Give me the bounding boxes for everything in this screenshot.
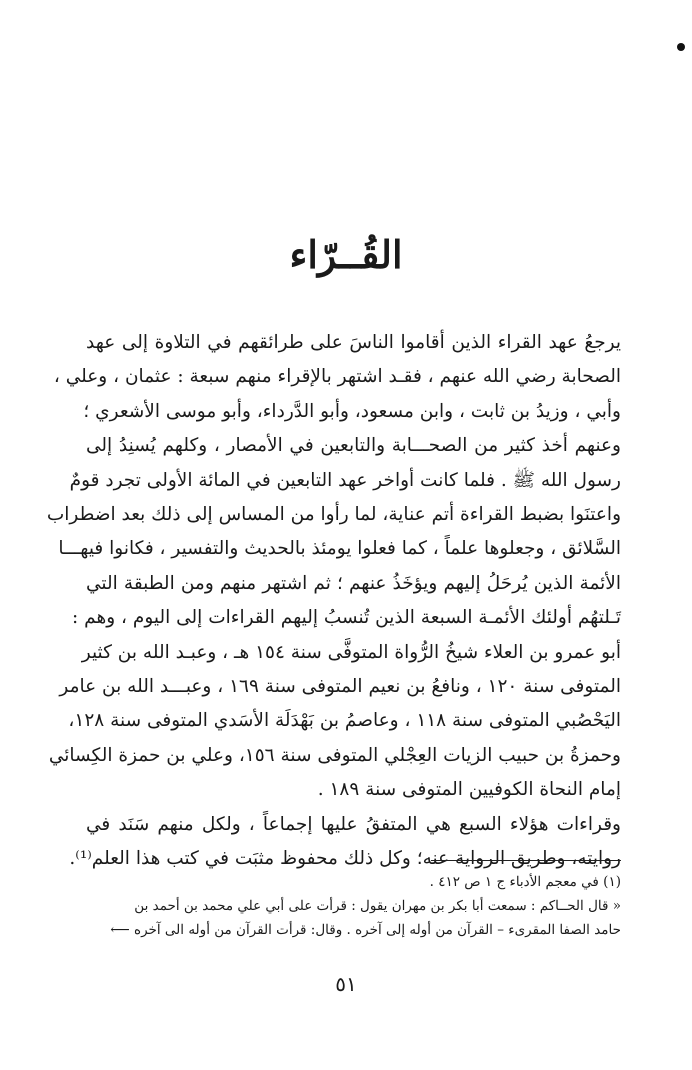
footnote-divider: [431, 860, 621, 861]
text-line: وحمزةُ بن حبيب الزيات العِجْلي المتوفى سنة ١٥٦، وعلي بن حمزة الكِسائي: [48, 744, 621, 766]
text-line: الصحابة رضي الله عنهم ، فقـد اشتهر بالإقراء منهم سبعة : عثمان ، وعلي ،: [53, 366, 621, 388]
text-line: إمام النحاة الكوفيين المتوفى سنة ١٨٩ .: [317, 779, 621, 801]
text-line: واعتنَوا بضبط القراءة أتم عناية، لما رأوا من المساس إلى ذلك بعد اضطراب: [46, 504, 621, 526]
footnote-line: « قال الحــاكم : سمعت أبا بكر بن مهران يقول : قرأت على أبي علي محمد بن أحمد بن: [134, 898, 621, 914]
body-text: [46, 326, 621, 877]
margin-dot: [677, 43, 685, 51]
text-line: السَّلائق ، وجعلوها علماً ، كما فعلوا يومئذ بالحديث والتفسير ، فكانوا فيهـــا: [58, 538, 621, 560]
text-line: وعنهم أخذ كثير من الصحـــابة والتابعين في الأمصار ، وكلهم يُسنِدُ إلى: [86, 435, 621, 457]
text-line: روايته، وطريق الرواية عنه؛ وكل ذلك محفوظ مثبَت في كتب هذا العلم⁽¹⁾.: [69, 848, 621, 870]
footnote-line: حامد الصفا المقرىء – القرآن من أوله إلى آخره . وقال: قرأت القرآن من أوله الى آخره ⟵: [110, 922, 621, 938]
text-line: يرجعُ عهد القراء الذين أقاموا الناسَ على طرائقهم في التلاوة إلى عهد: [86, 332, 621, 353]
page-number: ٥١: [335, 972, 357, 996]
footnotes: [86, 870, 621, 942]
text-line: رسول الله ﷺ . فلما كانت أواخر عهد التابعين في المائة الأولى تجرد قومٌ: [69, 469, 621, 491]
text-line: المتوفى سنة ١٢٠ ، ونافعُ بن نعيم المتوفى سنة ١٦٩ ، وعبـــد الله بن عامر: [59, 676, 621, 698]
text-line: الأئمة الذين يُرحَلُ إليهم ويؤخَذُ عنهم ؛ ثم اشتهر منهم ومن الطبقة التي: [86, 572, 621, 594]
text-line: تَـلتهُم أولئك الأئمـة السبعة الذين تُنسبُ إليهم القراءات إلى اليوم ، وهم :: [72, 607, 621, 629]
text-line: أبو عمرو بن العلاء شيخُ الرُّواة المتوفَّى سنة ١٥٤ هـ ، وعبـد الله بن كثير: [81, 641, 621, 663]
text-line: وأبي ، وزيدُ بن ثابت ، وابن مسعود، وأبو الدَّرداء، وأبو موسى الأشعري ؛: [83, 400, 621, 422]
footnote-line: (١) في معجم الأدباء ج ١ ص ٤١٢ .: [429, 874, 621, 890]
text-line: وقراءات هؤلاء السبع هي المتفقُ عليها إجماعاً ، ولكل منهم سَنَد في: [86, 813, 621, 835]
chapter-title: القُــرّاء: [289, 232, 403, 277]
text-line: اليَحْصُبي المتوفى سنة ١١٨ ، وعاصمُ بن بَهْدَلَة الأسَدي المتوفى سنة ١٢٨،: [68, 710, 621, 732]
